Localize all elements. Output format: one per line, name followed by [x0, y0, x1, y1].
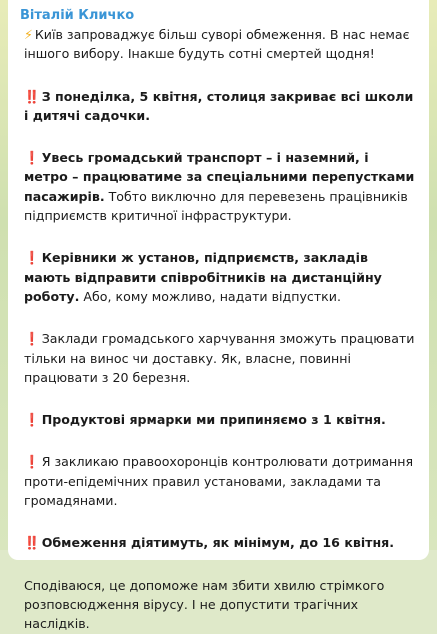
message-paragraph	[24, 25, 415, 64]
exclamation-icon: ❗	[24, 150, 38, 166]
paragraph-bold-text: Увесь громадський транспорт – і наземний, і метро – працюватиме за спеціальними перепустками пасажирів.	[24, 150, 415, 204]
paragraph-bold-text: Продуктові ярмарки ми припиняємо з 1 квітня.	[41, 412, 386, 428]
paragraph-bold-text: Керівники ж установ, підприємств, закладів мають відправити співробітників на дистанційну роботу.	[24, 250, 382, 304]
paragraph-text: Сподіваюся, це допоможе нам збити хвилю стрімкого розповсюдження вірусу. І не допустити трагічних наслідків.	[24, 577, 385, 632]
message-bubble[interactable]	[8, 0, 429, 632]
paragraph-text: Тобто виключно для перевезень працівників підприємств критичної інфраструктури.	[24, 188, 408, 224]
message-paragraph	[24, 87, 415, 126]
message-paragraph	[24, 148, 415, 225]
message-paragraph	[24, 452, 415, 510]
double-exclamation-icon: ‼️	[24, 535, 38, 551]
message-sender-name[interactable]: Віталій Кличко	[20, 8, 135, 23]
exclamation-icon: ❗	[24, 250, 38, 266]
exclamation-icon: ❗	[24, 412, 38, 428]
exclamation-icon: ❗	[24, 454, 38, 470]
paragraph-text: Я закликаю правоохоронців контролювати дотримання проти-епідемічних правил установами, закладами та громадянами.	[24, 454, 414, 509]
message-paragraph	[24, 410, 415, 429]
lightning-icon: ⚡	[24, 27, 33, 42]
message-paragraph	[24, 329, 415, 387]
double-exclamation-icon: ‼️	[24, 88, 38, 104]
paragraph-text: Київ запроваджує більш суворі обмеження. В нас немає іншого вибору. Інакше будуть сотні смертей щодня!	[24, 27, 410, 62]
message-paragraph	[24, 576, 415, 634]
paragraph-bold-text: Обмеження діятимуть, як мінімум, до 16 квітня.	[41, 535, 395, 551]
exclamation-icon: ❗	[24, 331, 38, 347]
message-paragraph	[24, 248, 415, 306]
paragraph-text: Або, кому можливо, надати відпустки.	[79, 288, 341, 304]
message-paragraph	[24, 533, 415, 552]
paragraph-bold-text: З понеділка, 5 квітня, столиця закриває всі школи і дитячі садочки.	[24, 88, 414, 123]
paragraph-text: Заклади громадського харчування зможуть працювати тільки на винос чи доставку. Як, власне, повинні працювати з 20 березня.	[24, 331, 415, 385]
